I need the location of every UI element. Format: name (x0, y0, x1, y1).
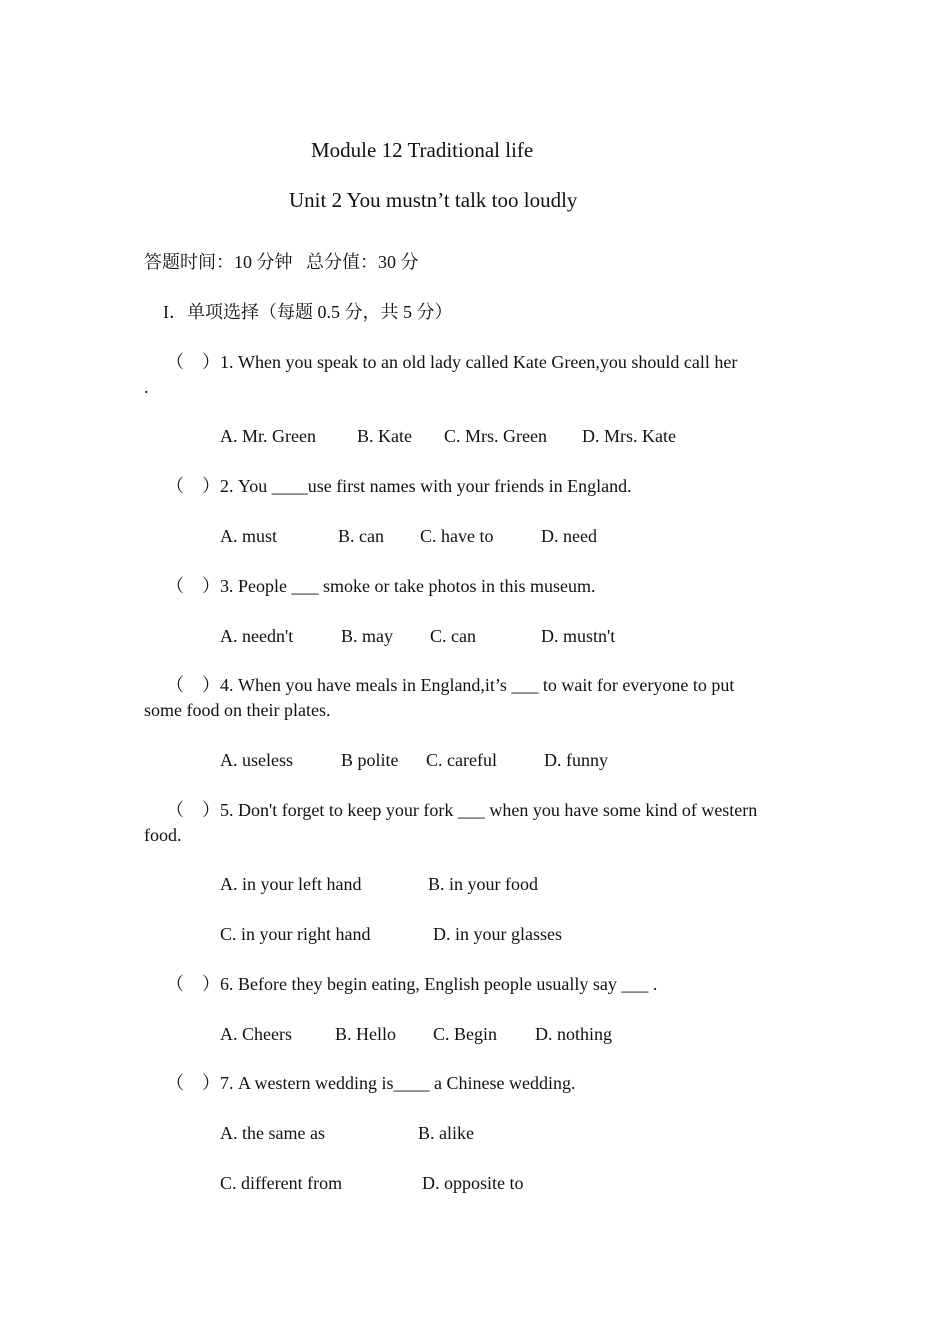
question-5-option-d: D. in your glasses (433, 924, 562, 944)
question-1-stem: （ ）1. When you speak to an old lady called Kate Green,you should call her (166, 352, 738, 372)
question-3-option-b: B. may (341, 626, 393, 646)
question-2-stem: （ ）2. You ____use first names with your friends in England. (166, 476, 632, 496)
question-3-option-a: A. needn't (220, 626, 294, 646)
question-3-stem: （ ）3. People ___ smoke or take photos in this museum. (166, 576, 596, 596)
question-2-option-b: B. can (338, 526, 384, 546)
question-6-option-c: C. Begin (433, 1024, 498, 1044)
question-1-stem-cont: . (144, 377, 149, 397)
document-subtitle: Unit 2 You mustn’t talk too loudly (289, 188, 578, 212)
question-4-stem: （ ）4. When you have meals in England,it’s ___ to wait for everyone to put (166, 675, 735, 695)
question-4-option-d: D. funny (544, 750, 608, 770)
question-2-option-c: C. have to (420, 526, 494, 546)
question-4-option-c: C. careful (426, 750, 497, 770)
question-3-option-d: D. mustn't (541, 626, 616, 646)
question-6-option-d: D. nothing (535, 1024, 613, 1044)
question-5-stem: （ ）5. Don't forget to keep your fork ___ when you have some kind of western (166, 800, 758, 820)
question-1-option-a: A. Mr. Green (220, 426, 316, 446)
question-5-option-b: B. in your food (428, 874, 538, 894)
question-1-option-b: B. Kate (357, 426, 412, 446)
question-6-stem: （ ）6. Before they begin eating, English people usually say ___ . (166, 974, 658, 994)
question-7-option-b: B. alike (418, 1123, 474, 1143)
question-5-stem-cont: food. (144, 825, 182, 845)
question-5-option-c: C. in your right hand (220, 924, 371, 944)
question-2-option-a: A. must (220, 526, 278, 546)
question-7-option-d: D. opposite to (422, 1173, 524, 1193)
question-1-option-d: D. Mrs. Kate (582, 426, 676, 446)
question-4-option-a: A. useless (220, 750, 293, 770)
section-heading: I．单项选择（每题 0.5 分，共 5 分） (163, 302, 453, 322)
question-7-option-c: C. different from (220, 1173, 343, 1193)
question-6-option-a: A. Cheers (220, 1024, 292, 1044)
question-7-option-a: A. the same as (220, 1123, 325, 1143)
question-4-option-b: B polite (341, 750, 399, 770)
question-4-stem-cont: some food on their plates. (144, 700, 331, 720)
question-2-option-d: D. need (541, 526, 597, 546)
exam-meta: 答题时间：10 分钟 总分值：30 分 (144, 252, 419, 272)
question-6-option-b: B. Hello (335, 1024, 396, 1044)
question-1-option-c: C. Mrs. Green (444, 426, 547, 446)
question-7-stem: （ ）7. A western wedding is____ a Chinese wedding. (166, 1073, 576, 1093)
question-5-option-a: A. in your left hand (220, 874, 362, 894)
question-3-option-c: C. can (430, 626, 476, 646)
document-title: Module 12 Traditional life (311, 138, 534, 162)
